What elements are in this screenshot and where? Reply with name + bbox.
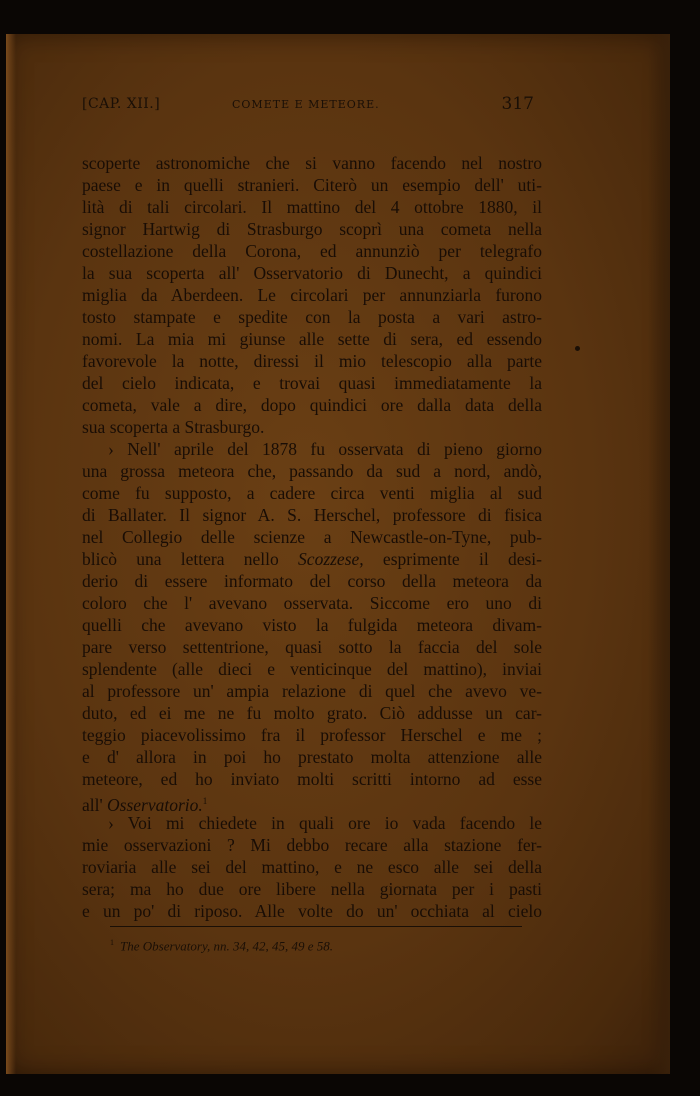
text-line: duto, ed ei me ne fu molto grato. Ciò addusse un car- (82, 703, 542, 723)
footnote-marker: 1 (110, 938, 114, 947)
paragraph-start-line (82, 812, 542, 834)
paragraph-text: Voi mi chiedete in quali ore io vada facendo le (127, 813, 542, 833)
italic-title: Scozzese, (298, 549, 364, 569)
text-line-with-italic (82, 790, 542, 812)
footnote-ref: 1 (202, 796, 208, 806)
text-line: favorevole la notte, diressi il mio telescopio alla parte (82, 351, 542, 371)
text-line: miglia da Aberdeen. Le circolari per annunziarla furono (82, 285, 542, 305)
paragraph-mark: › (108, 813, 114, 833)
margin-ink-dot (575, 346, 580, 351)
footnote (110, 938, 333, 954)
text-line: del cielo indicata, e trovai quasi immediatamente la (82, 373, 542, 393)
text-line-with-italic (82, 548, 542, 570)
text-line: derio di essere informato del corso della meteora da (82, 571, 542, 591)
paragraph-mark: › (108, 439, 114, 459)
text-line: e un po' di riposo. Alle volte do un' occhiata al cielo (82, 901, 542, 921)
text-line: come fu supposto, a cadere circa venti miglia al sud (82, 483, 542, 503)
text-line: mie osservazioni ? Mi debbo recare alla stazione fer- (82, 835, 542, 855)
footnote-text: The Observatory, nn. 34, 42, 45, 49 e 58. (120, 938, 334, 954)
footnote-rule (110, 926, 522, 927)
text-line: cometa, vale a dire, dopo quindici ore dalla data della (82, 395, 542, 415)
text-line: coloro che l' avevano osservata. Siccome ero uno di (82, 593, 542, 613)
running-title: COMETE E METEORE. (232, 98, 380, 111)
paragraph-start-line (82, 438, 542, 460)
text-line: lità di tali circolari. Il mattino del 4 ottobre 1880, il (82, 197, 542, 217)
text-line: sera; ma ho due ore libere nella giornata per i pasti (82, 879, 542, 899)
page-number: 317 (501, 94, 534, 114)
chapter-label: [CAP. XII.] (82, 96, 161, 112)
paragraph-text: Nell' aprile del 1878 fu osservata di pieno giorno (127, 439, 542, 459)
text-line: roviaria alle sei del mattino, e ne esco alle sei della (82, 857, 542, 877)
text-line: costellazione della Corona, ed annunziò per telegrafo (82, 241, 542, 261)
text-line: di Ballater. Il signor A. S. Herschel, professore di fisica (82, 505, 542, 525)
text-line: nomi. La mia mi giunse alle sette di sera, ed essendo (82, 329, 542, 349)
text-line: una grossa meteora che, passando da sud a nord, andò, (82, 461, 542, 481)
italic-title: Osservatorio. (107, 794, 203, 812)
text-line: quelli che avevano visto la fulgida meteora divam- (82, 615, 542, 635)
text-line: teggio piacevolissimo fra il professor Herschel e me ; (82, 725, 542, 745)
text-line: paese e in quelli stranieri. Citerò un esempio dell' uti- (82, 175, 542, 195)
text-line: nel Collegio delle scienze a Newcastle-on-Tyne, pub- (82, 527, 542, 547)
page-right-edge (648, 34, 670, 1074)
text-segment: all' (82, 794, 108, 812)
text-line: tosto stampate e spedite con la posta a vari astro- (82, 307, 542, 327)
text-line: la sua scoperta all' Osservatorio di Dunecht, a quindici (82, 263, 542, 283)
text-line: al professore un' ampia relazione di quel che avevo ve- (82, 681, 542, 701)
body-text (82, 152, 542, 922)
text-segment: blicò una lettera nello (82, 549, 299, 569)
text-line: signor Hartwig di Strasburgo scoprì una cometa nella (82, 219, 542, 239)
text-line: meteore, ed ho inviato molti scritti intorno ad esse (82, 769, 542, 789)
text-line: pare verso settentrione, quasi sotto la faccia del sole (82, 637, 542, 657)
text-line: e d' allora in poi ho prestato molta attenzione alle (82, 747, 542, 767)
text-line: splendente (alle dieci e venticinque del mattino), inviai (82, 659, 542, 679)
running-header (82, 94, 534, 122)
page-left-edge (6, 34, 16, 1074)
text-line: scoperte astronomiche che si vanno facendo nel nostro (82, 153, 542, 173)
text-line: sua scoperta a Strasburgo. (82, 417, 265, 437)
text-segment: esprimente il desi- (363, 549, 542, 569)
